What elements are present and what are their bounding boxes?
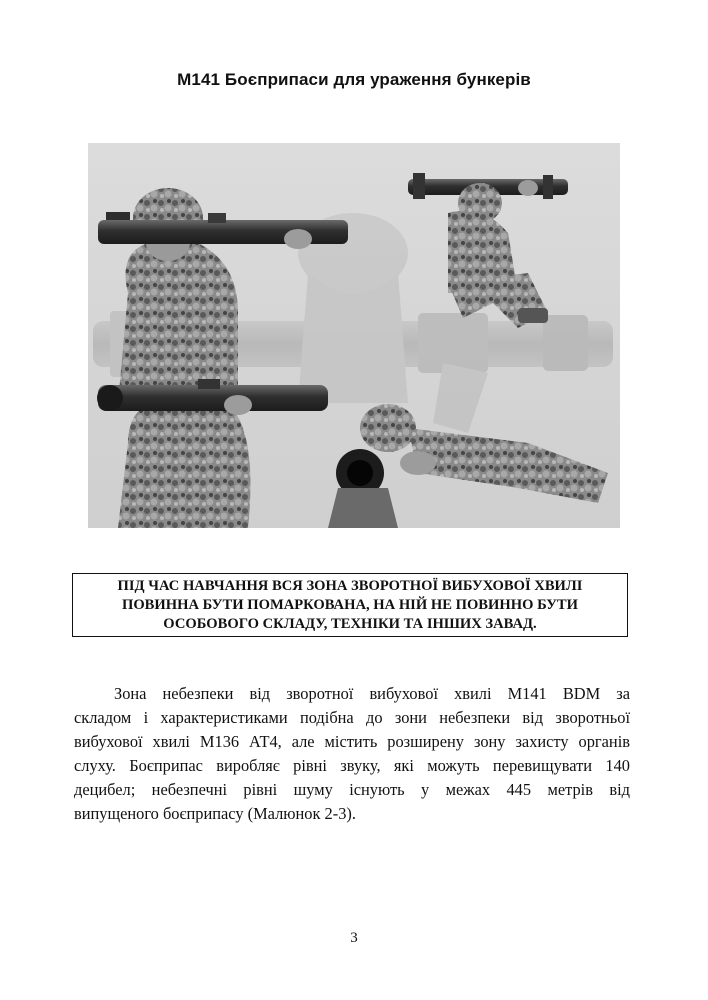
figure-soldiers-with-launcher: [88, 143, 620, 528]
training-warning-box: [72, 573, 628, 637]
paragraph-line: децибел; небезпечні рівні шуму існують у межах 445 метрів від: [74, 780, 630, 799]
backblast-danger-paragraph: [74, 682, 630, 826]
soldiers-with-launcher-image: [88, 143, 620, 528]
paragraph-line: випущеного боєприпасу (Малюнок 2-3).: [74, 804, 356, 823]
warning-line: ПІД ЧАС НАВЧАННЯ ВСЯ ЗОНА ЗВОРОТНОЇ ВИБУХОВОЇ ХВИЛІ: [117, 577, 583, 594]
warning-line: ОСОБОВОГО СКЛАДУ, ТЕХНІКИ ТА ІНШИХ ЗАВАД.: [163, 615, 537, 632]
warning-line: ПОВИННА БУТИ ПОМАРКОВАНА, НА НІЙ НЕ ПОВИННО БУТИ: [121, 596, 579, 613]
paragraph-line: слуху. Боєприпас виробляє рівні звуку, які можуть перевищувати 140: [74, 756, 630, 775]
paragraph-line: складом і характеристиками подібна до зони небезпеки від зворотньої: [74, 708, 630, 727]
page-number: 3: [350, 930, 358, 946]
page-title: М141 Боєприпаси для ураження бункерів: [177, 70, 531, 89]
paragraph-line: вибухової хвилі М136 АТ4, але містить розширену зону захисту органів: [74, 732, 630, 751]
paragraph-line: Зона небезпеки від зворотної вибухової хвилі M141 BDM за: [114, 684, 630, 703]
